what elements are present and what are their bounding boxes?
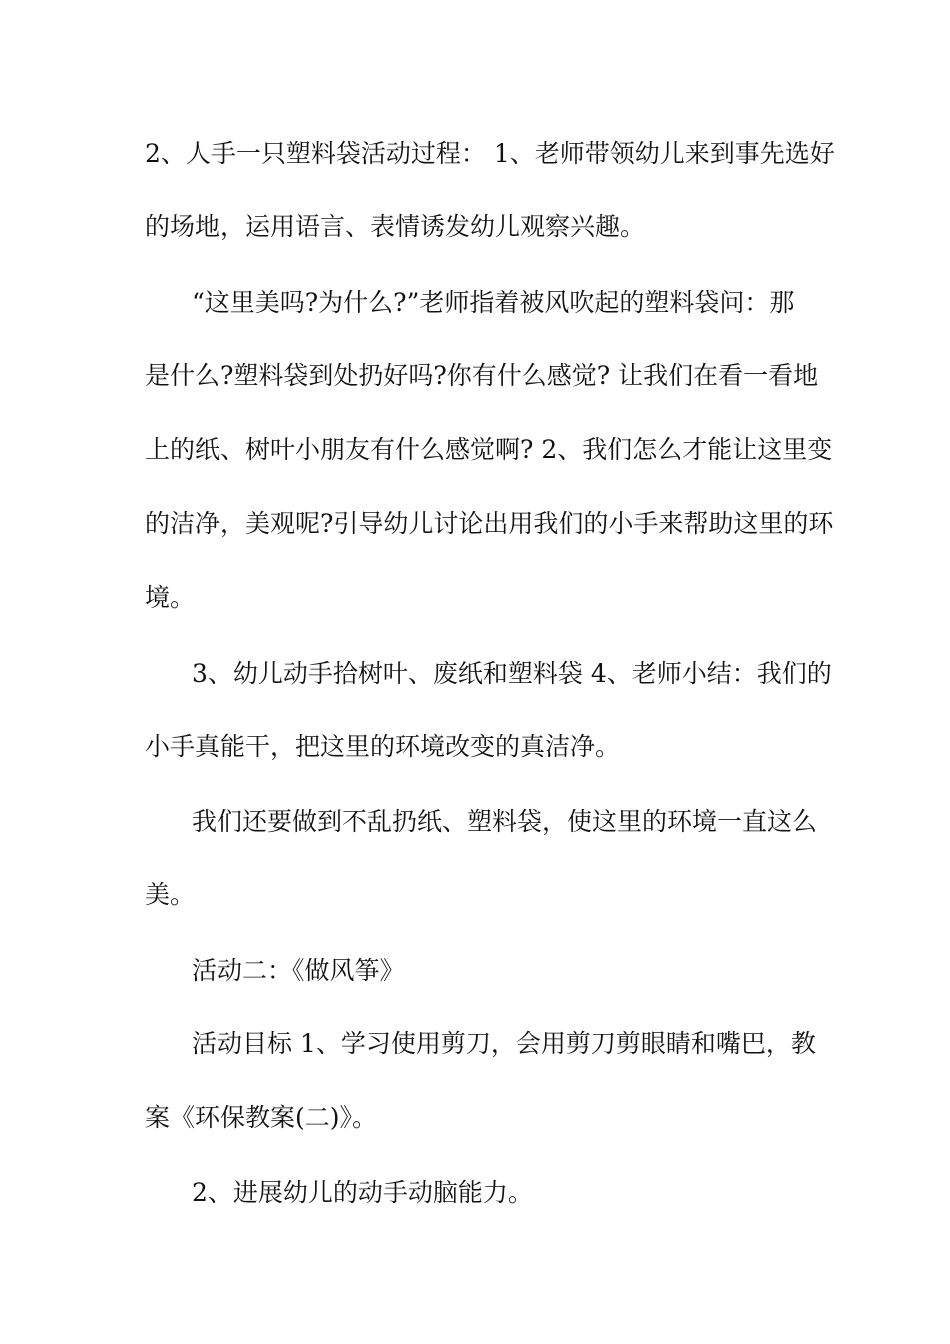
text-line: 3、幼儿动手拾树叶、废纸和塑料袋 4、老师小结：我们的: [192, 659, 832, 688]
text-line: 2、人手一只塑料袋活动过程： 1、老师带领幼儿来到事先选好: [145, 139, 835, 168]
text-line: 美。: [145, 880, 196, 909]
text-line: 活动目标 1、学习使用剪刀，会用剪刀剪眼睛和嘴巴，教: [192, 1029, 816, 1058]
text-line: 案《环保教案(二)》。: [145, 1103, 378, 1132]
text-line: 小手真能干，把这里的环境改变的真洁净。: [145, 732, 621, 761]
text-line: 我们还要做到不乱扔纸、塑料袋，使这里的环境一直这么: [192, 807, 818, 836]
text-line: 的洁净，美观呢?引导幼儿讨论出用我们的小手来帮助这里的环: [145, 509, 834, 538]
text-line: 上的纸、树叶小朋友有什么感觉啊? 2、我们怎么才能让这里变: [145, 435, 833, 464]
text-line: 是什么?塑料袋到处扔好吗?你有什么感觉? 让我们在看一看地: [145, 361, 819, 390]
section-heading: 活动二：《做风筝》: [192, 956, 405, 985]
text-line: 的场地，运用语言、表情诱发幼儿观察兴趣。: [145, 212, 646, 241]
text-line: 境。: [145, 583, 196, 612]
text-line: 2、进展幼儿的动手动脑能力。: [192, 1178, 533, 1207]
text-line: “这里美吗?为什么?”老师指着被风吹起的塑料袋问：那: [192, 288, 795, 317]
